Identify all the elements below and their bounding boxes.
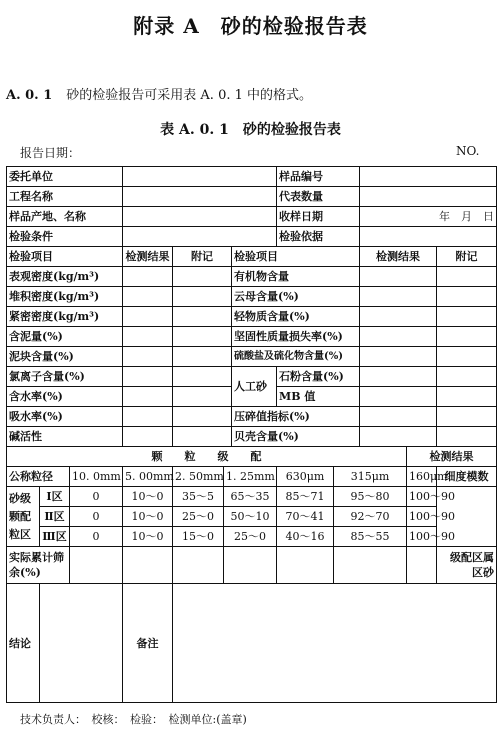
zone-value: 95～80	[334, 487, 407, 507]
zone-value: 85～71	[277, 487, 334, 507]
zone-name: Ⅱ区	[40, 507, 70, 527]
zone-value: 10～0	[123, 527, 173, 547]
project-label: 工程名称	[7, 187, 123, 207]
table-title: 表 A. 0. 1 砂的检验报告表	[160, 122, 341, 138]
conditions-label: 检验条件	[7, 227, 123, 247]
zone-value: 35～5	[173, 487, 224, 507]
left-item: 氯离子含量(%)	[7, 367, 123, 387]
client-label: 委托单位	[7, 167, 123, 187]
right-item: 云母含量(%)	[232, 287, 360, 307]
report-table	[6, 166, 497, 703]
fineness-label: 细度模数	[437, 467, 497, 487]
zone-belong-cell	[437, 547, 497, 584]
col-item-right: 检验项目	[232, 247, 360, 267]
conclusion-label: 结论	[7, 584, 40, 703]
client-value	[123, 167, 277, 187]
zone-value: 10～0	[123, 487, 173, 507]
zone-value: 100～90	[407, 487, 437, 507]
signature-line: 技术负责人： 校核： 检验： 检测单位:(盖章)	[20, 713, 247, 726]
left-item: 吸水率(%)	[7, 407, 123, 427]
left-item: 泥块含量(%)	[7, 347, 123, 367]
zone-value: 70～41	[277, 507, 334, 527]
left-item: 含泥量(%)	[7, 327, 123, 347]
col-note-left: 附记	[173, 247, 232, 267]
zone-name: Ⅲ区	[40, 527, 70, 547]
zone-belong-label: 级配区属	[450, 551, 495, 564]
sieve-size: 1. 25mm	[224, 467, 277, 487]
zone-value: 25～0	[173, 507, 224, 527]
left-item: 紧密密度(kg/m³)	[7, 307, 123, 327]
recv-date-value: 年 月 日	[360, 207, 497, 227]
left-item: 含水率(%)	[7, 387, 123, 407]
sieve-size: 2. 50mm	[173, 467, 224, 487]
remark-value	[173, 584, 497, 703]
col-result-right: 检测结果	[360, 247, 437, 267]
intro-line	[6, 84, 312, 103]
recv-date-label: 收样日期	[277, 207, 360, 227]
mb-value-label: MB 值	[277, 387, 360, 407]
origin-value	[123, 207, 277, 227]
zone-value: 10～0	[123, 507, 173, 527]
zone-value: 50～10	[224, 507, 277, 527]
right-item: 有机物含量	[232, 267, 360, 287]
zone-value: 65～35	[224, 487, 277, 507]
left-item: 碱活性	[7, 427, 123, 447]
page-title: 附录 A 砂的检验报告表	[133, 14, 368, 38]
sieve-label: 公称粒径	[7, 467, 70, 487]
sample-no-label: 样品编号	[277, 167, 360, 187]
right-item: 坚固性质量损失率(%)	[232, 327, 360, 347]
intro-number: A. 0. 1	[6, 88, 53, 103]
sieve-size: 5. 00mm	[123, 467, 173, 487]
right-item: 轻物质含量(%)	[232, 307, 360, 327]
actual-residue-label: 实际累计筛余(%)	[7, 547, 70, 584]
sieve-size: 630μm	[277, 467, 334, 487]
zone-value: 100～90	[407, 527, 437, 547]
col-item-left: 检验项目	[7, 247, 123, 267]
zone-value: 0	[70, 487, 123, 507]
report-date-label: 报告日期：	[20, 146, 81, 160]
sand-zone-label: 区砂	[472, 566, 495, 579]
grading-title: 颗 粒 级 配	[7, 447, 407, 467]
rep-qty-label: 代表数量	[277, 187, 360, 207]
right-item: 贝壳含量(%)	[232, 427, 360, 447]
zone-value: 40～16	[277, 527, 334, 547]
conditions-value	[123, 227, 277, 247]
left-item: 堆积密度(kg/m³)	[7, 287, 123, 307]
stone-powder-label: 石粉含量(%)	[277, 367, 360, 387]
zone-value: 85～55	[334, 527, 407, 547]
origin-label: 样品产地、名称	[7, 207, 123, 227]
basis-label: 检验依据	[277, 227, 360, 247]
zone-name: Ⅰ区	[40, 487, 70, 507]
sieve-size: 315μm	[334, 467, 407, 487]
project-value	[123, 187, 277, 207]
right-item: 硫酸盐及硫化物含量(%)	[232, 347, 360, 367]
zone-value: 0	[70, 527, 123, 547]
left-item: 表观密度(kg/m³)	[7, 267, 123, 287]
conclusion-value	[40, 584, 123, 703]
remark-label: 备注	[123, 584, 173, 703]
report-number-label: NO.	[456, 144, 480, 158]
sample-no-value	[360, 167, 497, 187]
zone-label: 砂级颗配粒区	[7, 487, 40, 547]
zone-value: 0	[70, 507, 123, 527]
col-note-right: 附记	[437, 247, 497, 267]
right-item: 压碎值指标(%)	[232, 407, 360, 427]
zone-value: 25～0	[224, 527, 277, 547]
artificial-sand-label: 人工砂	[232, 367, 277, 407]
col-result-left: 检测结果	[123, 247, 173, 267]
sieve-size: 160μm	[407, 467, 437, 487]
zone-value: 100～90	[407, 507, 437, 527]
grading-result-label: 检测结果	[407, 447, 497, 467]
zone-value: 92～70	[334, 507, 407, 527]
zone-value: 15～0	[173, 527, 224, 547]
basis-value	[360, 227, 497, 247]
rep-qty-value	[360, 187, 497, 207]
sieve-size: 10. 0mm	[70, 467, 123, 487]
intro-text: 砂的检验报告可采用表 A. 0. 1 中的格式。	[66, 88, 313, 103]
